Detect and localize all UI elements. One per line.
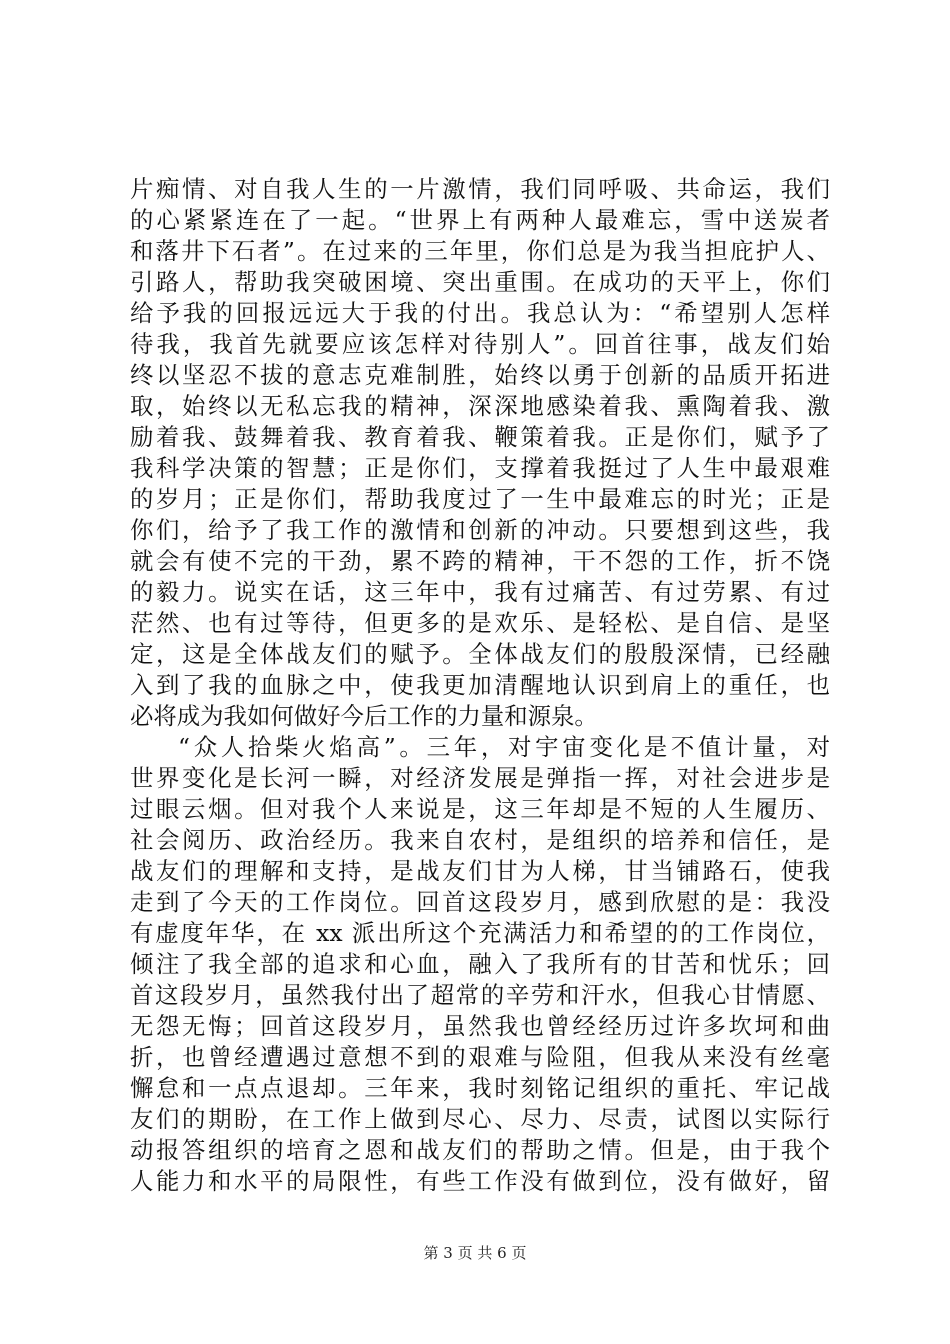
text-line: 茫然、也有过等待，但更多的是欢乐、是轻松、是自信、是坚 <box>130 609 830 637</box>
text-line: 的心紧紧连在了一起。“世界上有两种人最难忘，雪中送炭者 <box>130 206 830 234</box>
text-line: 的毅力。说实在话，这三年中，我有过痛苦、有过劳累、有过 <box>130 578 830 606</box>
text-line: 世界变化是长河一瞬，对经济发展是弹指一挥，对社会进步是 <box>130 764 830 792</box>
text-line: 动报答组织的培育之恩和战友们的帮助之情。但是，由于我个 <box>130 1136 830 1164</box>
text-line: 你们，给予了我工作的激情和创新的冲动。只要想到这些，我 <box>130 516 830 544</box>
text-line: 友们的期盼，在工作上做到尽心、尽力、尽责，试图以实际行 <box>130 1105 830 1133</box>
page-number-footer: 第 3 页 共 6 页 <box>423 1244 527 1262</box>
text-line-paragraph-end: 必将成为我如何做好今后工作的力量和源泉。 <box>130 702 598 730</box>
text-line: 我科学决策的智慧；正是你们，支撑着我挺过了人生中最艰难 <box>130 454 830 482</box>
text-line: 终以坚忍不拔的意志克难制胜，始终以勇于创新的品质开拓进 <box>130 361 830 389</box>
text-line: 倾注了我全部的追求和心血，融入了我所有的甘苦和忧乐；回 <box>130 950 830 978</box>
text-line: 就会有使不完的干劲，累不跨的精神，干不怨的工作，折不饶 <box>130 547 830 575</box>
text-line: 的岁月；正是你们，帮助我度过了一生中最难忘的时光；正是 <box>130 485 830 513</box>
text-line: 走到了今天的工作岗位。回首这段岁月，感到欣慰的是：我没 <box>130 888 830 916</box>
text-line: 和落井下石者”。在过来的三年里，你们总是为我当担庇护人、 <box>130 237 830 265</box>
text-line: 懈怠和一点点退却。三年来，我时刻铭记组织的重托、牢记战 <box>130 1074 830 1102</box>
text-line-paragraph-start: “众人拾柴火焰高”。三年，对宇宙变化是不值计量，对 <box>178 733 830 761</box>
text-line: 待我，我首先就要应该怎样对待别人”。回首往事，战友们始 <box>130 330 830 358</box>
text-line: 无怨无悔；回首这段岁月，虽然我也曾经经历过许多坎坷和曲 <box>130 1012 830 1040</box>
body-text <box>130 174 830 1197</box>
text-line: 首这段岁月，虽然我付出了超常的辛劳和汗水，但我心甘情愿、 <box>130 981 830 1009</box>
text-line: 给予我的回报远远大于我的付出。我总认为：“希望别人怎样 <box>130 299 830 327</box>
text-line: 有虚度年华，在 xx 派出所这个充满活力和希望的的工作岗位， <box>130 919 830 947</box>
text-line: 人能力和水平的局限性，有些工作没有做到位，没有做好，留 <box>130 1167 830 1195</box>
text-line: 折，也曾经遭遇过意想不到的艰难与险阻，但我从来没有丝毫 <box>130 1043 830 1071</box>
text-line: 励着我、鼓舞着我、教育着我、鞭策着我。正是你们，赋予了 <box>130 423 830 451</box>
text-line: 入到了我的血脉之中，使我更加清醒地认识到肩上的重任，也 <box>130 671 830 699</box>
text-line: 片痴情、对自我人生的一片激情，我们同呼吸、共命运，我们 <box>130 175 830 203</box>
text-line: 战友们的理解和支持，是战友们甘为人梯，甘当铺路石，使我 <box>130 857 830 885</box>
text-line: 过眼云烟。但对我个人来说是，这三年却是不短的人生履历、 <box>130 795 830 823</box>
text-line: 引路人，帮助我突破困境、突出重围。在成功的天平上，你们 <box>130 268 830 296</box>
text-line: 定，这是全体战友们的赋予。全体战友们的殷殷深情，已经融 <box>130 640 830 668</box>
text-line: 社会阅历、政治经历。我来自农村，是组织的培养和信任，是 <box>130 826 830 854</box>
text-line: 取，始终以无私忘我的精神，深深地感染着我、熏陶着我、激 <box>130 392 830 420</box>
